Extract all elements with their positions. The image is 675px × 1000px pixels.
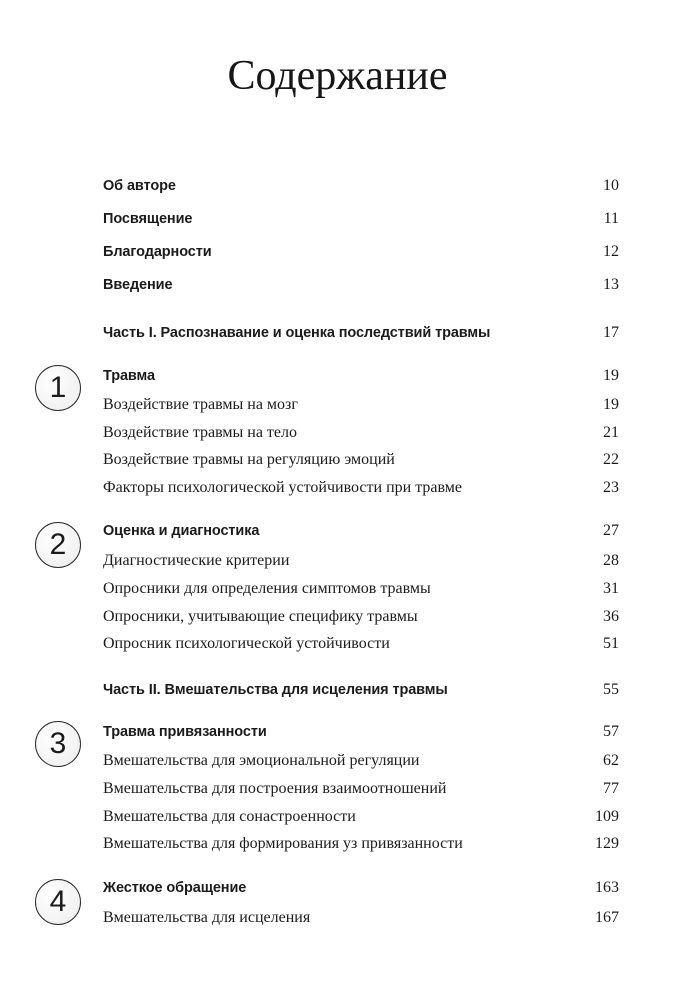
toc-entry-page: 163 [595, 879, 619, 896]
toc-section-label: Вмешательства для исцеления [103, 909, 311, 926]
toc-section[interactable] [103, 476, 619, 500]
toc-entry-page: 28 [603, 552, 619, 569]
toc-section[interactable] [103, 906, 619, 930]
toc-entry-page: 62 [603, 752, 619, 769]
toc-entry-page: 129 [595, 835, 619, 852]
toc-section[interactable] [103, 448, 619, 472]
toc-entry-page: 19 [603, 396, 619, 413]
toc-section[interactable] [103, 549, 619, 573]
toc-entry-introduction[interactable] [103, 273, 619, 297]
toc-entry-page: 57 [603, 723, 619, 740]
toc-section-label: Опросник психологической устойчивости [103, 635, 390, 652]
toc-entry-acknowledgements[interactable] [103, 240, 619, 264]
toc-part-label: Часть II. Вмешательства для исцеления травмы [103, 682, 448, 698]
toc-entry-page: 13 [603, 276, 619, 293]
toc-entry-label: Посвящение [103, 211, 193, 227]
chapter-1-badge: 1 [35, 365, 81, 411]
toc-section-label: Воздействие травмы на тело [103, 424, 298, 441]
toc-entry-page: 77 [603, 780, 619, 797]
toc-section-label: Воздействие травмы на мозг [103, 396, 298, 413]
toc-section-label: Вмешательства для формирования уз привязанности [103, 835, 463, 852]
toc-part-1[interactable] [103, 321, 619, 345]
toc-section[interactable] [103, 749, 619, 773]
toc-entry-page: 23 [603, 479, 619, 496]
toc-section[interactable] [103, 577, 619, 601]
toc-section[interactable] [103, 777, 619, 801]
toc-part-label: Часть I. Распознавание и оценка последствий травмы [103, 325, 491, 341]
toc-entry-page: 19 [603, 367, 619, 384]
toc-section-label: Диагностические критерии [103, 552, 290, 569]
toc-section[interactable] [103, 421, 619, 445]
toc-chapter-2[interactable] [103, 519, 619, 543]
chapter-3-badge: 3 [35, 721, 81, 767]
toc-entry-label: Благодарности [103, 244, 212, 260]
toc-section[interactable] [103, 805, 619, 829]
toc-section[interactable] [103, 393, 619, 417]
toc-chapter-label: Травма [103, 368, 155, 384]
toc-entry-page: 10 [603, 177, 619, 194]
toc-section-label: Опросники для определения симптомов травмы [103, 580, 431, 597]
toc-section-label: Вмешательства для сонастроенности [103, 808, 356, 825]
toc-section-label: Воздействие травмы на регуляцию эмоций [103, 451, 395, 468]
chapter-2-badge: 2 [35, 522, 81, 568]
toc-entry-page: 27 [603, 522, 619, 539]
toc-section[interactable] [103, 832, 619, 856]
toc-part-2[interactable] [103, 678, 619, 702]
toc-chapter-label: Жесткое обращение [103, 880, 247, 896]
toc-section-label: Опросники, учитывающие специфику травмы [103, 608, 418, 625]
toc-section-label: Вмешательства для эмоциональной регуляции [103, 752, 420, 769]
toc-entry-label: Введение [103, 277, 173, 293]
toc-entry-label: Об авторе [103, 178, 176, 194]
toc-chapter-3[interactable] [103, 720, 619, 744]
toc-entry-page: 109 [595, 808, 619, 825]
toc-section[interactable] [103, 605, 619, 629]
page-title: Содержание [227, 53, 448, 99]
toc-entry-page: 22 [603, 451, 619, 468]
toc-entry-page: 167 [595, 909, 619, 926]
toc-entry-about-author[interactable] [103, 174, 619, 198]
toc-section-label: Вмешательства для построения взаимоотношений [103, 780, 447, 797]
toc-chapter-label: Травма привязанности [103, 724, 267, 740]
toc-entry-page: 11 [603, 210, 619, 227]
toc-entry-page: 21 [603, 424, 619, 441]
toc-chapter-4[interactable] [103, 876, 619, 900]
toc-section-label: Факторы психологической устойчивости при травме [103, 479, 462, 496]
toc-chapter-label: Оценка и диагностика [103, 523, 260, 539]
toc-entry-page: 36 [603, 608, 619, 625]
toc-chapter-1[interactable] [103, 364, 619, 388]
toc-entry-page: 17 [603, 324, 619, 341]
toc-entry-page: 51 [603, 635, 619, 652]
toc-section[interactable] [103, 632, 619, 656]
toc-entry-page: 12 [603, 243, 619, 260]
chapter-4-badge: 4 [35, 879, 81, 925]
toc-entry-page: 55 [603, 681, 619, 698]
toc-entry-page: 31 [603, 580, 619, 597]
toc-entry-dedication[interactable] [103, 207, 619, 231]
